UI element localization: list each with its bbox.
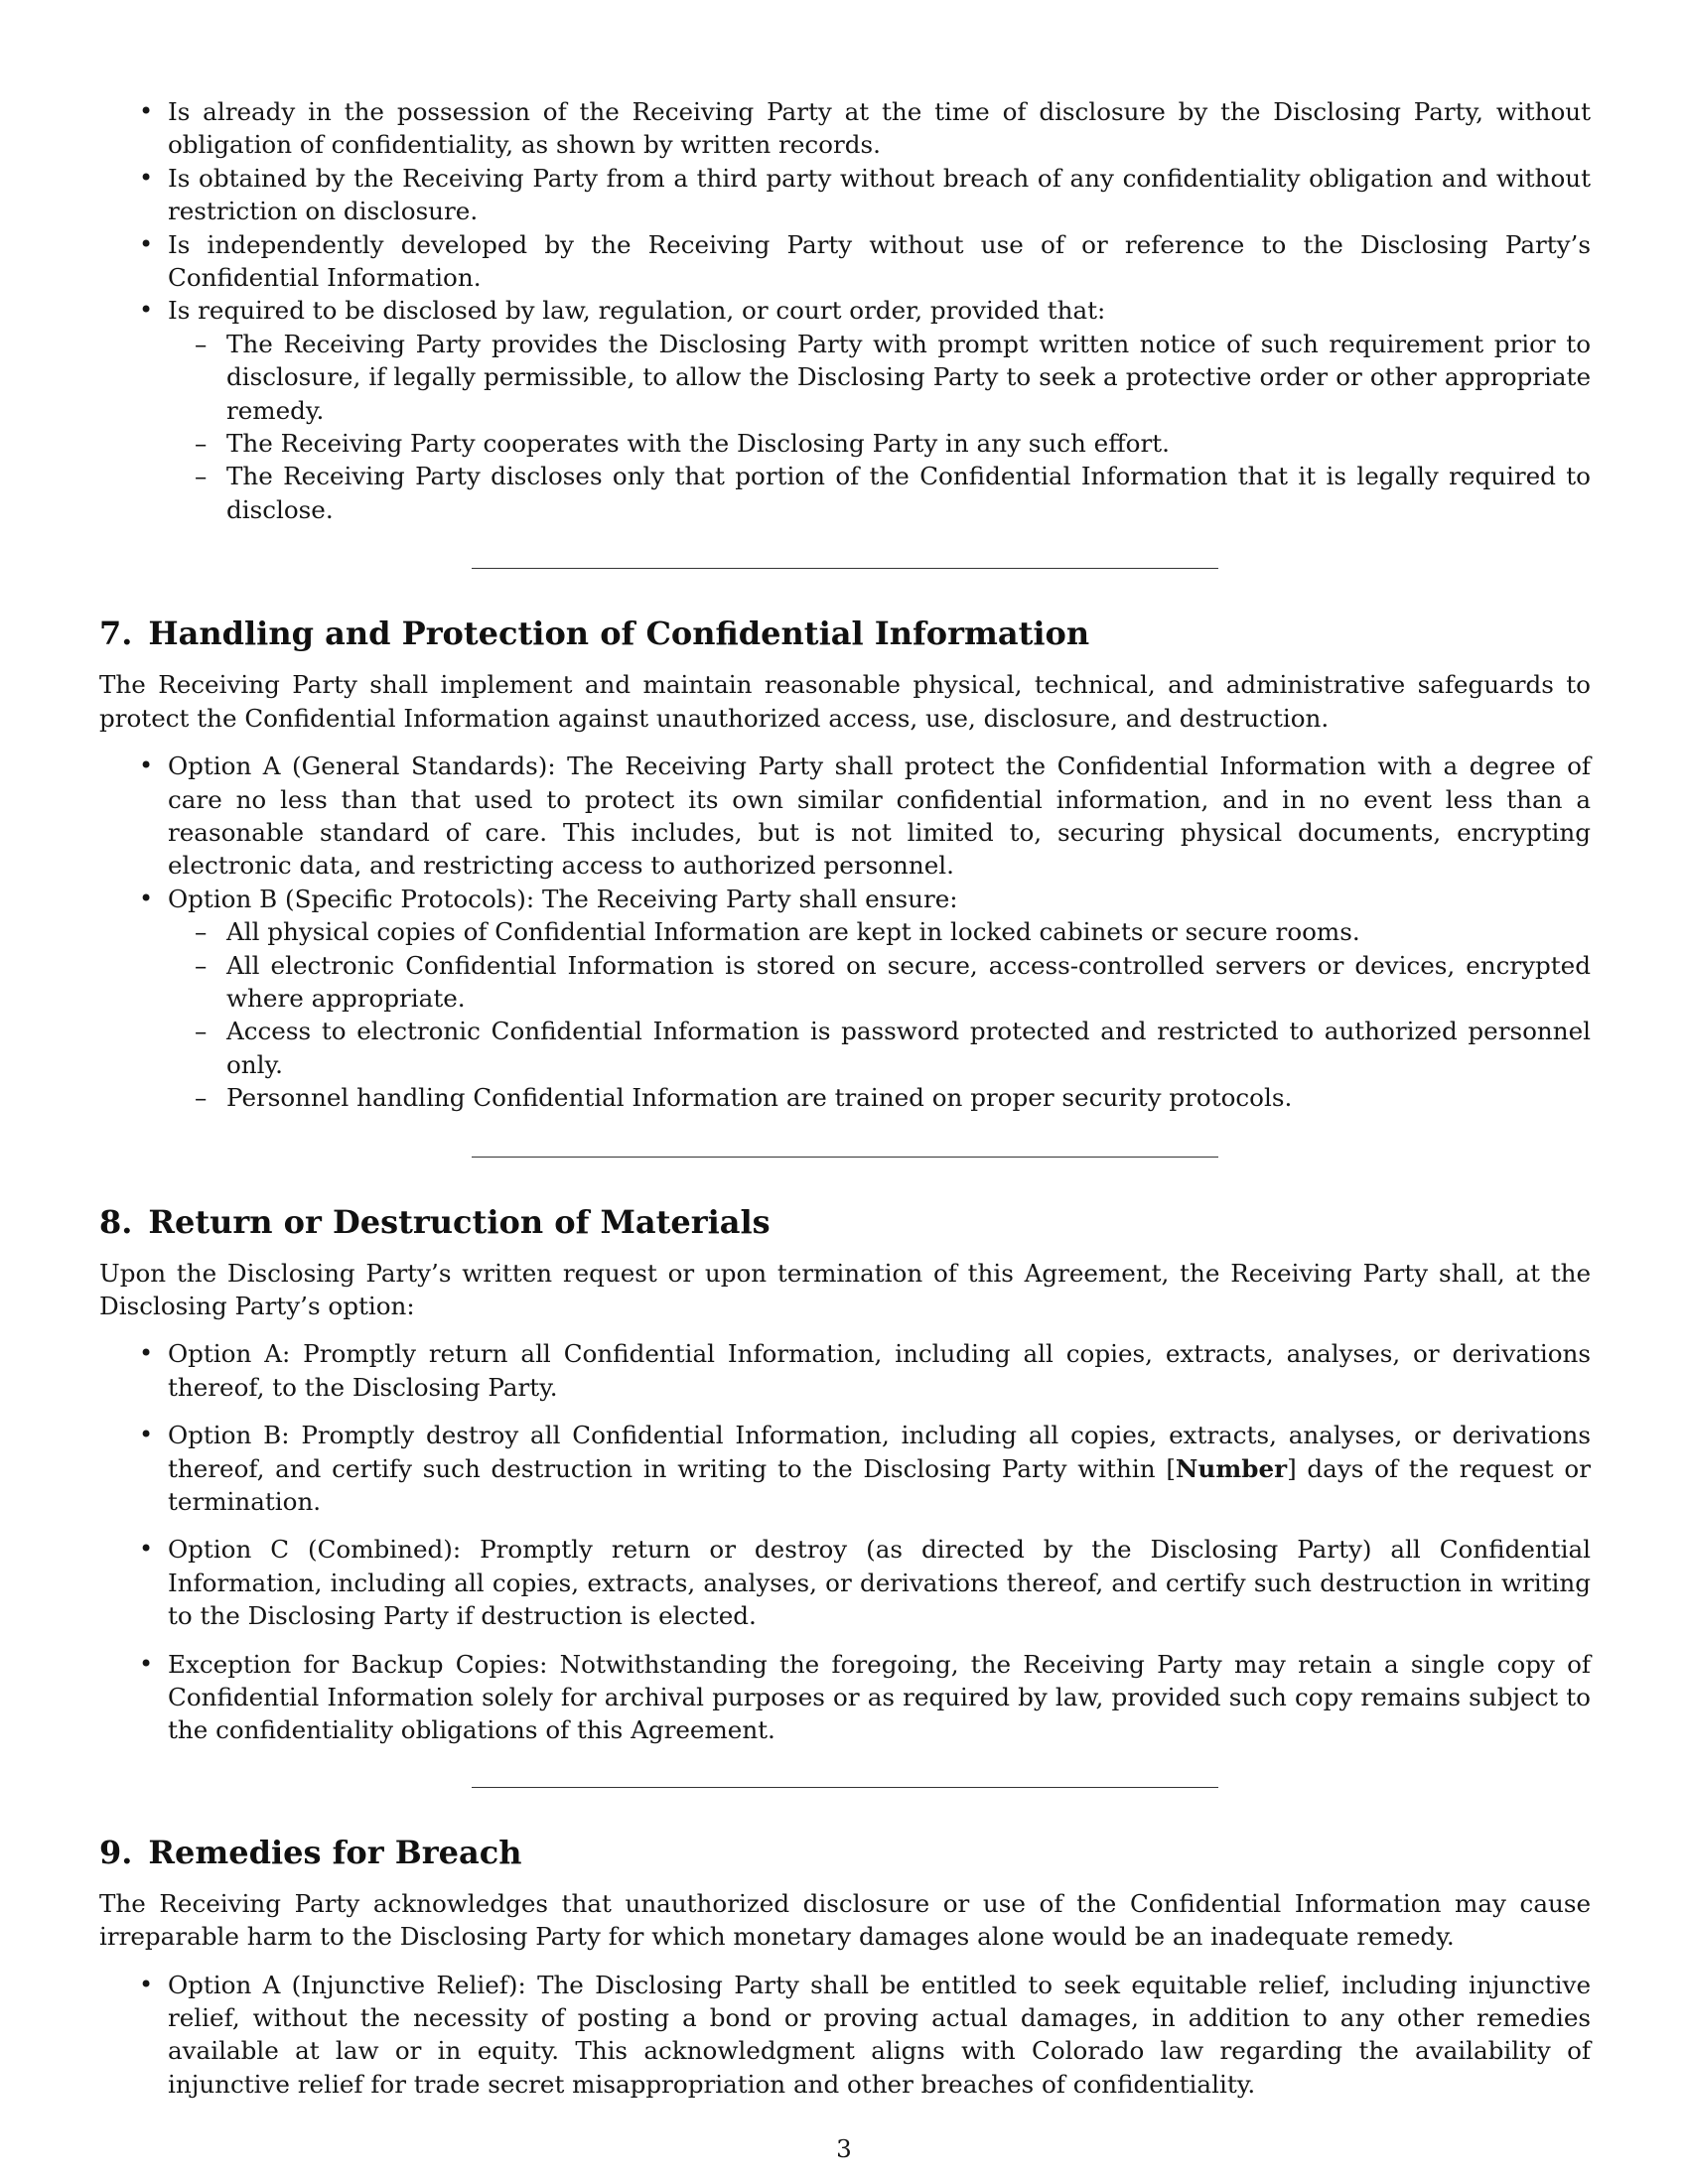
section-7-option-b-list <box>168 915 1591 1114</box>
exclusion-item-3: • Is independently developed by the Receiving Party without use of or reference to the Disclosing Party’s Confidential Information. <box>99 228 1591 295</box>
exclusion-item-4-text: Is required to be disclosed by law, regulation, or court order, provided that: <box>168 296 1106 326</box>
section-8-exception: • Exception for Backup Copies: Notwithstanding the foregoing, the Receiving Party may retain a single copy of Confidential Information solely for archival purposes or as required by law, provided such copy remains subject to the confidentiality obligations of this Agreement. <box>99 1648 1591 1747</box>
section-8-option-b-text: Option B: Promptly destroy all Confidential Information, including all copies, extracts, analyses, or derivations thereof, and certify such destruction in writing to the Disclosing Party within [ <box>168 1421 1591 1483</box>
section-8-options <box>99 1337 1591 1746</box>
section-9-intro: The Receiving Party acknowledges that unauthorized disclosure or use of the Confidential Information may cause irreparable harm to the Disclosing Party for which monetary damages alone would be an inadequate remedy. <box>99 1888 1591 1952</box>
section-8-heading <box>99 1202 1591 1242</box>
section-7-option-a: • Option A (General Standards): The Receiving Party shall protect the Confidential Information with a degree of care no less than that used to protect its own similar confidential information, and in no event less than a reasonable standard of care. This includes, but is not limited to, securing physical documents, encrypting electronic data, and restricting access to authorized personnel. <box>99 750 1591 883</box>
section-8-option-b-tail: ] days of the request or termination. <box>168 1453 1591 1516</box>
section-7-option-b <box>99 883 1591 1115</box>
section-7-options <box>99 750 1591 1114</box>
section-7-protocol-3: – Access to electronic Confidential Information is password protected and restricted to authorized personnel only. <box>168 1015 1591 1081</box>
number-placeholder: Number <box>1175 1453 1288 1483</box>
exclusions-list <box>99 95 1591 526</box>
exclusion-subitem-1: – The Receiving Party provides the Disclosing Party with prompt written notice of such requirement prior to disclosure, if legally permissible, to allow the Disclosing Party to seek a protective order or other appropriate remedy. <box>168 328 1591 427</box>
section-divider <box>472 568 1218 569</box>
exclusion-item-1: • Is already in the possession of the Receiving Party at the time of disclosure by the Disclosing Party, without obligation of confidentiality, as shown by written records. <box>99 95 1591 162</box>
section-9-title: Remedies for Breach <box>148 1833 522 1871</box>
exclusion-item-4 <box>99 294 1591 526</box>
section-9-number: 9. <box>99 1833 133 1871</box>
section-7-title: Handling and Protection of Confidential Information <box>148 614 1090 653</box>
section-7-heading <box>99 614 1591 653</box>
section-7-protocol-2: – All electronic Confidential Information is stored on secure, access-controlled servers or devices, encrypted where appropriate. <box>168 949 1591 1016</box>
exclusion-subitem-2: – The Receiving Party cooperates with the Disclosing Party in any such effort. <box>168 427 1591 460</box>
exclusion-subitem-3: – The Receiving Party discloses only that portion of the Confidential Information that it is legally required to disclose. <box>168 460 1591 526</box>
exclusion-item-2: • Is obtained by the Receiving Party from a third party without breach of any confidentiality obligation and without restriction on disclosure. <box>99 162 1591 228</box>
section-divider <box>472 1787 1218 1788</box>
section-8-number: 8. <box>99 1202 133 1241</box>
section-8-option-a: • Option A: Promptly return all Confidential Information, including all copies, extracts, analyses, or derivations thereof, to the Disclosing Party. <box>99 1337 1591 1404</box>
section-7-number: 7. <box>99 614 133 653</box>
section-7-protocol-4: – Personnel handling Confidential Information are trained on proper security protocols. <box>168 1081 1591 1114</box>
section-7-option-b-text: Option B (Specific Protocols): The Receiving Party shall ensure: <box>168 884 958 913</box>
section-8-title: Return or Destruction of Materials <box>148 1202 771 1241</box>
section-8-option-b <box>99 1419 1591 1518</box>
exclusion-sublist <box>168 328 1591 526</box>
section-9-options <box>99 1969 1591 2102</box>
section-8-option-c: • Option C (Combined): Promptly return or destroy (as directed by the Disclosing Party) all Confidential Information, including all copies, extracts, analyses, or derivations thereof, and certify such destruction in writing to the Disclosing Party if destruction is elected. <box>99 1533 1591 1632</box>
section-9-option-a: • Option A (Injunctive Relief): The Disclosing Party shall be entitled to seek equitable relief, including injunctive relief, without the necessity of posting a bond or proving actual damages, in addition to any other remedies available at law or in equity. This acknowledgment aligns with Colorado law regarding the availability of injunctive relief for trade secret misappropriation and other breaches of confidentiality. <box>99 1969 1591 2102</box>
section-7-intro: The Receiving Party shall implement and maintain reasonable physical, technical, and administrative safeguards to protect the Confidential Information against unauthorized access, use, disclosure, and destruction. <box>99 670 1591 733</box>
page-number: 3 <box>836 2134 852 2163</box>
section-7-protocol-1: – All physical copies of Confidential Information are kept in locked cabinets or secure rooms. <box>168 915 1591 948</box>
section-8-intro: Upon the Disclosing Party’s written request or upon termination of this Agreement, the Receiving Party shall, at the Disclosing Party’s option: <box>99 1258 1591 1320</box>
section-9-heading <box>99 1833 1591 1872</box>
section-divider <box>472 1157 1218 1158</box>
